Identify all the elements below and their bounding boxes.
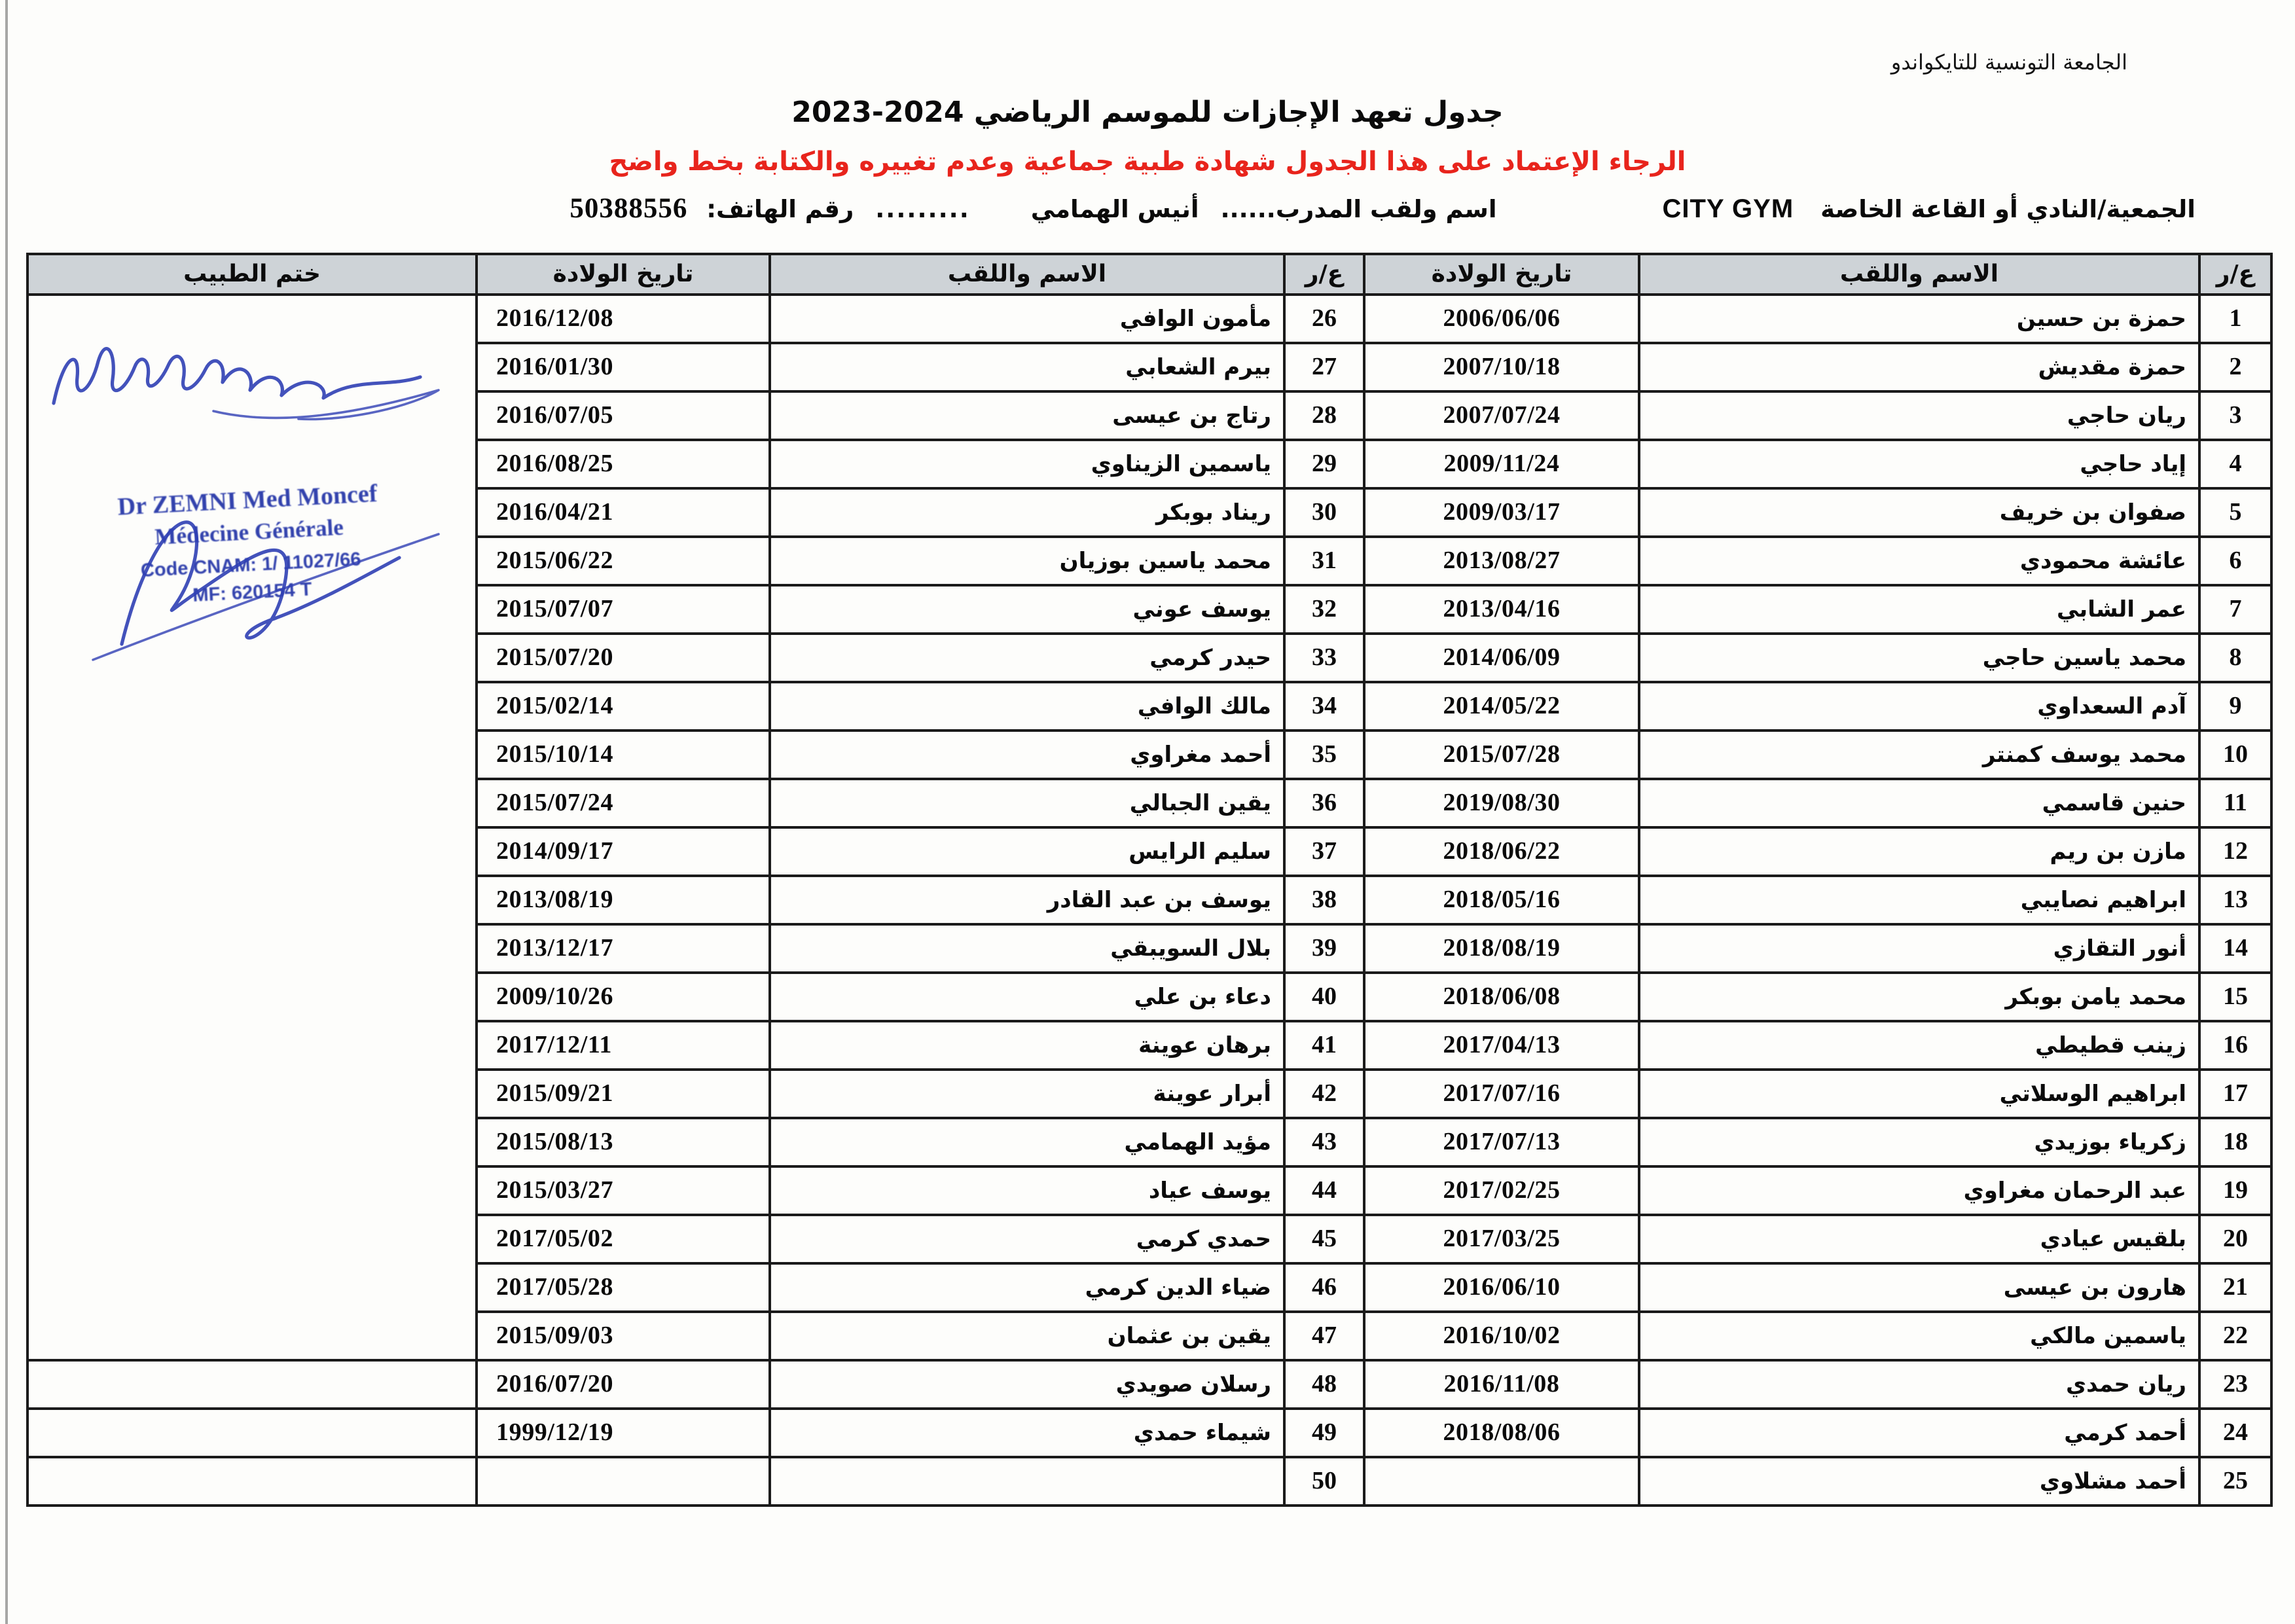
stamp-line-3: Code CNAM: 1/ 11027/66	[140, 549, 362, 581]
cell-no_l: 31	[1284, 537, 1364, 585]
cell-name_l: مؤيد الهمامي	[770, 1118, 1284, 1166]
cell-name_r: زكرياء بوزيدي	[1639, 1118, 2199, 1166]
cell-name_l: بيرم الشعابي	[770, 343, 1284, 391]
cell-name_l: يوسف عياد	[770, 1166, 1284, 1215]
cell-name_r: مازن بن ريم	[1639, 827, 2199, 876]
cell-name_r: آدم السعداوي	[1639, 682, 2199, 731]
cell-dob_l: 2017/05/28	[477, 1263, 770, 1312]
cell-name_l: ضياء الدين كرمي	[770, 1263, 1284, 1312]
cell-name_l: يقين بن عثمان	[770, 1312, 1284, 1360]
cell-name_r: أنور التقازي	[1639, 924, 2199, 973]
cell-name_l: برهان عوينة	[770, 1021, 1284, 1070]
roster-table	[26, 253, 2273, 1507]
phone-label: رقم الهاتف:	[706, 196, 854, 224]
cell-name_r: عمر الشابي	[1639, 585, 2199, 634]
cell-name_r: عبد الرحمان مغراوي	[1639, 1166, 2199, 1215]
cell-no_l: 46	[1284, 1263, 1364, 1312]
cell-dob_r: 2017/07/13	[1364, 1118, 1639, 1166]
cell-dob_r: 2009/11/24	[1364, 440, 1639, 488]
cell-no_r: 14	[2199, 924, 2271, 973]
cell-no_l: 41	[1284, 1021, 1364, 1070]
cell-no_l: 26	[1284, 295, 1364, 343]
cell-name_l: رسلان صويدي	[770, 1360, 1284, 1409]
cell-no_r: 9	[2199, 682, 2271, 731]
header-dob-right: تاريخ الولادة	[1364, 254, 1639, 295]
cell-dob_r: 2018/06/22	[1364, 827, 1639, 876]
cell-no_l: 42	[1284, 1070, 1364, 1118]
table-row	[27, 1457, 2271, 1506]
page-title: جدول تعهد الإجازات للموسم الرياضي 2024-2023	[791, 97, 1504, 130]
cell-name_r: إياد حاجي	[1639, 440, 2199, 488]
cell-name_r: صفوان بن خريف	[1639, 488, 2199, 537]
doctor-stamp	[117, 480, 384, 610]
table-row	[27, 295, 2271, 343]
cell-dob_l: 2015/02/14	[477, 682, 770, 731]
header-num-right: ع/ر	[2199, 254, 2271, 295]
cell-dob_l: 2015/03/27	[477, 1166, 770, 1215]
cell-no_l: 28	[1284, 391, 1364, 440]
cell-no_l: 45	[1284, 1215, 1364, 1263]
cell-dob_l: 2015/07/07	[477, 585, 770, 634]
cell-dob_l: 2016/08/25	[477, 440, 770, 488]
cell-name_r: حمزة مقديش	[1639, 343, 2199, 391]
cell-no_r: 22	[2199, 1312, 2271, 1360]
cell-dob_r: 2018/05/16	[1364, 876, 1639, 924]
doctor-stamp-empty-cell	[27, 1360, 477, 1409]
cell-no_r: 19	[2199, 1166, 2271, 1215]
cell-dob_r: 2013/04/16	[1364, 585, 1639, 634]
cell-dob_l: 2013/12/17	[477, 924, 770, 973]
cell-dob_r: 2019/08/30	[1364, 779, 1639, 827]
cell-name_l: محمد ياسين بوزيان	[770, 537, 1284, 585]
cell-name_l: أحمد مغراوي	[770, 731, 1284, 779]
cell-no_l: 32	[1284, 585, 1364, 634]
cell-dob_l: 2014/09/17	[477, 827, 770, 876]
coach-name-value: أنيس الهمامي	[1030, 196, 1199, 224]
cell-dob_r: 2016/11/08	[1364, 1360, 1639, 1409]
cell-name_r: محمد يوسف كمنتر	[1639, 731, 2199, 779]
cell-name_r: ابراهيم الوسلاتي	[1639, 1070, 2199, 1118]
cell-name_l: حمدي كرمي	[770, 1215, 1284, 1263]
cell-name_l: حيدر كرمي	[770, 634, 1284, 682]
cell-no_r: 2	[2199, 343, 2271, 391]
cell-dob_l: 2016/12/08	[477, 295, 770, 343]
cell-name_r: محمد ياسين حاجي	[1639, 634, 2199, 682]
cell-name_r: زينب قطيطي	[1639, 1021, 2199, 1070]
cell-no_r: 20	[2199, 1215, 2271, 1263]
notice-text: الرجاء الإعتماد على هذا الجدول شهادة طبية جماعية وعدم تغييره والكتابة بخط واضح	[609, 145, 1686, 177]
stamp-line-4: MF: 620154 T	[192, 579, 313, 606]
cell-no_l: 30	[1284, 488, 1364, 537]
scan-edge	[5, 0, 8, 1624]
cell-no_r: 1	[2199, 295, 2271, 343]
cell-name_l: ريناد بوبكر	[770, 488, 1284, 537]
cell-no_l: 50	[1284, 1457, 1364, 1506]
phone-number-value: 50388556	[569, 192, 688, 224]
cell-name_l: بلال السويبقي	[770, 924, 1284, 973]
cell-dob_r: 2017/03/25	[1364, 1215, 1639, 1263]
cell-no_r: 7	[2199, 585, 2271, 634]
cell-no_l: 38	[1284, 876, 1364, 924]
cell-dob_r: 2014/06/09	[1364, 634, 1639, 682]
cell-no_l: 36	[1284, 779, 1364, 827]
cell-name_l	[770, 1457, 1284, 1506]
doctor-stamp-cell	[27, 295, 477, 1360]
cell-no_l: 27	[1284, 343, 1364, 391]
club-info-line	[569, 192, 2196, 225]
cell-no_r: 25	[2199, 1457, 2271, 1506]
cell-no_l: 49	[1284, 1409, 1364, 1457]
cell-dob_l: 2015/09/03	[477, 1312, 770, 1360]
cell-dob_r: 2017/02/25	[1364, 1166, 1639, 1215]
club-label: الجمعية/النادي أو القاعة الخاصة	[1820, 196, 2196, 224]
cell-no_r: 3	[2199, 391, 2271, 440]
cell-dob_r: 2018/06/08	[1364, 973, 1639, 1021]
cell-name_l: مأمون الوافي	[770, 295, 1284, 343]
cell-no_r: 21	[2199, 1263, 2271, 1312]
cell-no_l: 33	[1284, 634, 1364, 682]
cell-dob_l: 2009/10/26	[477, 973, 770, 1021]
cell-dob_l: 2015/09/21	[477, 1070, 770, 1118]
cell-no_l: 43	[1284, 1118, 1364, 1166]
dots-filler: .........	[875, 196, 970, 224]
federation-name: الجامعة التونسية للتايكواندو	[1890, 50, 2127, 75]
cell-dob_l: 2015/07/24	[477, 779, 770, 827]
cell-name_l: شيماء حمدي	[770, 1409, 1284, 1457]
cell-no_r: 11	[2199, 779, 2271, 827]
cell-name_l: سليم الرايس	[770, 827, 1284, 876]
cell-no_l: 29	[1284, 440, 1364, 488]
roster-table-body	[27, 295, 2271, 1506]
cell-name_r: عائشة محمودي	[1639, 537, 2199, 585]
cell-no_l: 34	[1284, 682, 1364, 731]
cell-name_l: ياسمين الزيناوي	[770, 440, 1284, 488]
cell-name_r: ريان حمدي	[1639, 1360, 2199, 1409]
cell-dob_r: 2015/07/28	[1364, 731, 1639, 779]
cell-dob_r: 2018/08/06	[1364, 1409, 1639, 1457]
cell-dob_r: 2006/06/06	[1364, 295, 1639, 343]
club-name-value: CITY GYM	[1662, 195, 1794, 224]
cell-dob_r: 2016/10/02	[1364, 1312, 1639, 1360]
stamp-line-1: Dr ZEMNI Med Moncef	[117, 479, 378, 521]
cell-name_r: حمزة بن حسين	[1639, 295, 2199, 343]
cell-dob_l: 2015/07/20	[477, 634, 770, 682]
cell-dob_r: 2007/07/24	[1364, 391, 1639, 440]
doctor-stamp-empty-cell	[27, 1457, 477, 1506]
cell-dob_l: 2015/08/13	[477, 1118, 770, 1166]
cell-dob_l: 2015/10/14	[477, 731, 770, 779]
table-row	[27, 1360, 2271, 1409]
stamp-line-2: Médecine Générale	[154, 514, 344, 550]
cell-name_r: أحمد كرمي	[1639, 1409, 2199, 1457]
cell-no_l: 37	[1284, 827, 1364, 876]
cell-dob_r: 2007/10/18	[1364, 343, 1639, 391]
doctor-stamp-area	[30, 301, 475, 746]
cell-dob_l: 2016/07/05	[477, 391, 770, 440]
header-num-left: ع/ر	[1284, 254, 1364, 295]
cell-dob_l: 2016/07/20	[477, 1360, 770, 1409]
cell-name_l: يوسف عوني	[770, 585, 1284, 634]
cell-dob_l: 2015/06/22	[477, 537, 770, 585]
cell-dob_l: 2016/01/30	[477, 343, 770, 391]
cell-name_r: أحمد مشلاوي	[1639, 1457, 2199, 1506]
cell-no_r: 8	[2199, 634, 2271, 682]
cell-no_r: 15	[2199, 973, 2271, 1021]
cell-dob_l	[477, 1457, 770, 1506]
cell-no_l: 48	[1284, 1360, 1364, 1409]
cell-no_r: 4	[2199, 440, 2271, 488]
cell-no_r: 17	[2199, 1070, 2271, 1118]
cell-dob_r: 2009/03/17	[1364, 488, 1639, 537]
cell-name_r: ابراهيم نصايبي	[1639, 876, 2199, 924]
cell-dob_r: 2017/04/13	[1364, 1021, 1639, 1070]
header-name-left: الاسم واللقب	[770, 254, 1284, 295]
cell-no_l: 44	[1284, 1166, 1364, 1215]
cell-no_r: 13	[2199, 876, 2271, 924]
cell-name_r: حنين قاسمي	[1639, 779, 2199, 827]
cell-name_r: هارون بن عيسى	[1639, 1263, 2199, 1312]
cell-name_l: يقين الجبالي	[770, 779, 1284, 827]
cell-name_l: مالك الوافي	[770, 682, 1284, 731]
cell-dob_l: 2013/08/19	[477, 876, 770, 924]
cell-dob_l: 2016/04/21	[477, 488, 770, 537]
doctor-stamp-empty-cell	[27, 1409, 477, 1457]
cell-name_r: ياسمين مالكي	[1639, 1312, 2199, 1360]
cell-dob_l: 2017/12/11	[477, 1021, 770, 1070]
cell-name_l: رتاج بن عيسى	[770, 391, 1284, 440]
cell-name_r: ريان حاجي	[1639, 391, 2199, 440]
cell-dob_r	[1364, 1457, 1639, 1506]
coach-label: اسم ولقب المدرب......	[1220, 196, 1497, 224]
table-header-row	[27, 254, 2271, 295]
cell-no_l: 39	[1284, 924, 1364, 973]
cell-no_r: 10	[2199, 731, 2271, 779]
header-dob-left: تاريخ الولادة	[477, 254, 770, 295]
cell-name_l: يوسف بن عبد القادر	[770, 876, 1284, 924]
cell-no_r: 12	[2199, 827, 2271, 876]
cell-dob_r: 2018/08/19	[1364, 924, 1639, 973]
cell-no_r: 23	[2199, 1360, 2271, 1409]
cell-name_l: دعاء بن علي	[770, 973, 1284, 1021]
cell-dob_l: 2017/05/02	[477, 1215, 770, 1263]
header-name-right: الاسم واللقب	[1639, 254, 2199, 295]
cell-dob_r: 2016/06/10	[1364, 1263, 1639, 1312]
doctor-signature-top	[54, 349, 439, 420]
cell-name_r: بلقيس عيادي	[1639, 1215, 2199, 1263]
cell-name_l: أبرار عوينة	[770, 1070, 1284, 1118]
cell-name_r: محمد يامن بوبكر	[1639, 973, 2199, 1021]
cell-no_r: 5	[2199, 488, 2271, 537]
cell-dob_r: 2014/05/22	[1364, 682, 1639, 731]
cell-no_r: 6	[2199, 537, 2271, 585]
cell-no_l: 35	[1284, 731, 1364, 779]
header-doctor-stamp: ختم الطبيب	[27, 254, 477, 295]
cell-no_l: 47	[1284, 1312, 1364, 1360]
cell-no_r: 16	[2199, 1021, 2271, 1070]
cell-dob_l: 1999/12/19	[477, 1409, 770, 1457]
cell-dob_r: 2013/08/27	[1364, 537, 1639, 585]
cell-no_r: 24	[2199, 1409, 2271, 1457]
cell-no_l: 40	[1284, 973, 1364, 1021]
cell-dob_r: 2017/07/16	[1364, 1070, 1639, 1118]
table-row	[27, 1409, 2271, 1457]
cell-no_r: 18	[2199, 1118, 2271, 1166]
